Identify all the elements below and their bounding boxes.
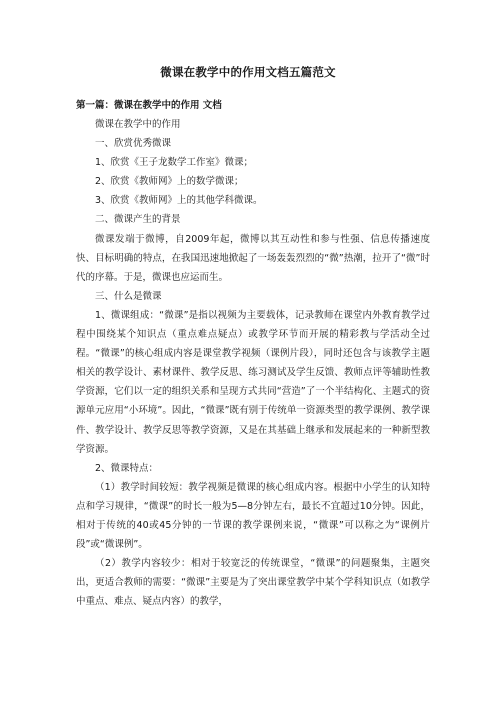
- document-body: [76, 96, 430, 611]
- paragraph-background: 微课发端于微博，自2009年起，微博以其互动性和参与性强、信息传播速度快、目标明确的特点，在我国迅速地掀起了一场轰轰烈烈的“微”热潮，拉开了“微”时代的序幕。于是，微课也应运而生。: [76, 233, 430, 283]
- paragraph-composition: 1、微课组成：“微课”是指以视频为主要载体，记录教师在课堂内外教育教学过程中围绕某个知识点（重点难点疑点）或教学环节而开展的精彩教与学活动全过程。“微课”的核心组成内容是课堂教学视频（课例片段），同时还包含与该教学主题相关的教学设计、素材课件、教学反思、练习测试及学生反馈、教师点评等辅助性教学资源，它们以一定的组织关系和呈现方式共同“营造”了一个半结构化、主题式的资源单元应用“小环境”。因此，“微课”既有别于传统单一资源类型的教学课例、教学课件、教学设计、教学反思等教学资源，又是在其基础上继承和发展起来的一种新型教学资源。: [76, 309, 430, 455]
- section-heading: 第一篇：微课在教学中的作用 文档: [76, 100, 222, 111]
- paragraph-features-heading: 2、微课特点：: [95, 462, 159, 474]
- list-item: 2、欣赏《教师网》上的数学微课；: [95, 176, 244, 188]
- paragraph-subtitle: 微课在教学中的作用: [95, 119, 181, 130]
- list-item: 1、欣赏《王子龙数学工作室》微课；: [95, 157, 254, 169]
- paragraph-heading-1: 一、欣赏优秀微课: [95, 138, 172, 150]
- paragraph-heading-3: 三、什么是微课: [95, 290, 162, 302]
- document-title: 微课在教学中的作用文档五篇范文: [160, 65, 336, 79]
- paragraph-heading-2: 二、微课产生的背景: [95, 214, 181, 226]
- paragraph-feature-1: （1）教学时间较短：教学视频是微课的核心组成内容。根据中小学生的认知特点和学习规律，“微课”的时长一般为5—8分钟左右，最长不宜超过10分钟。因此，相对于传统的40或45分钟的一节课的教学课例来说，“微课”可以称之为“课例片段”或“微课例”。: [76, 481, 430, 551]
- paragraph-feature-2: （2）教学内容较少：相对于较宽泛的传统课堂，“微课”的问题聚集，主题突出，更适合教师的需要：“微课”主要是为了突出课堂教学中某个学科知识点（如教学中重点、难点、疑点内容）的教学，: [76, 558, 430, 608]
- list-item: 3、欣赏《教师网》上的其他学科微课。: [95, 195, 263, 207]
